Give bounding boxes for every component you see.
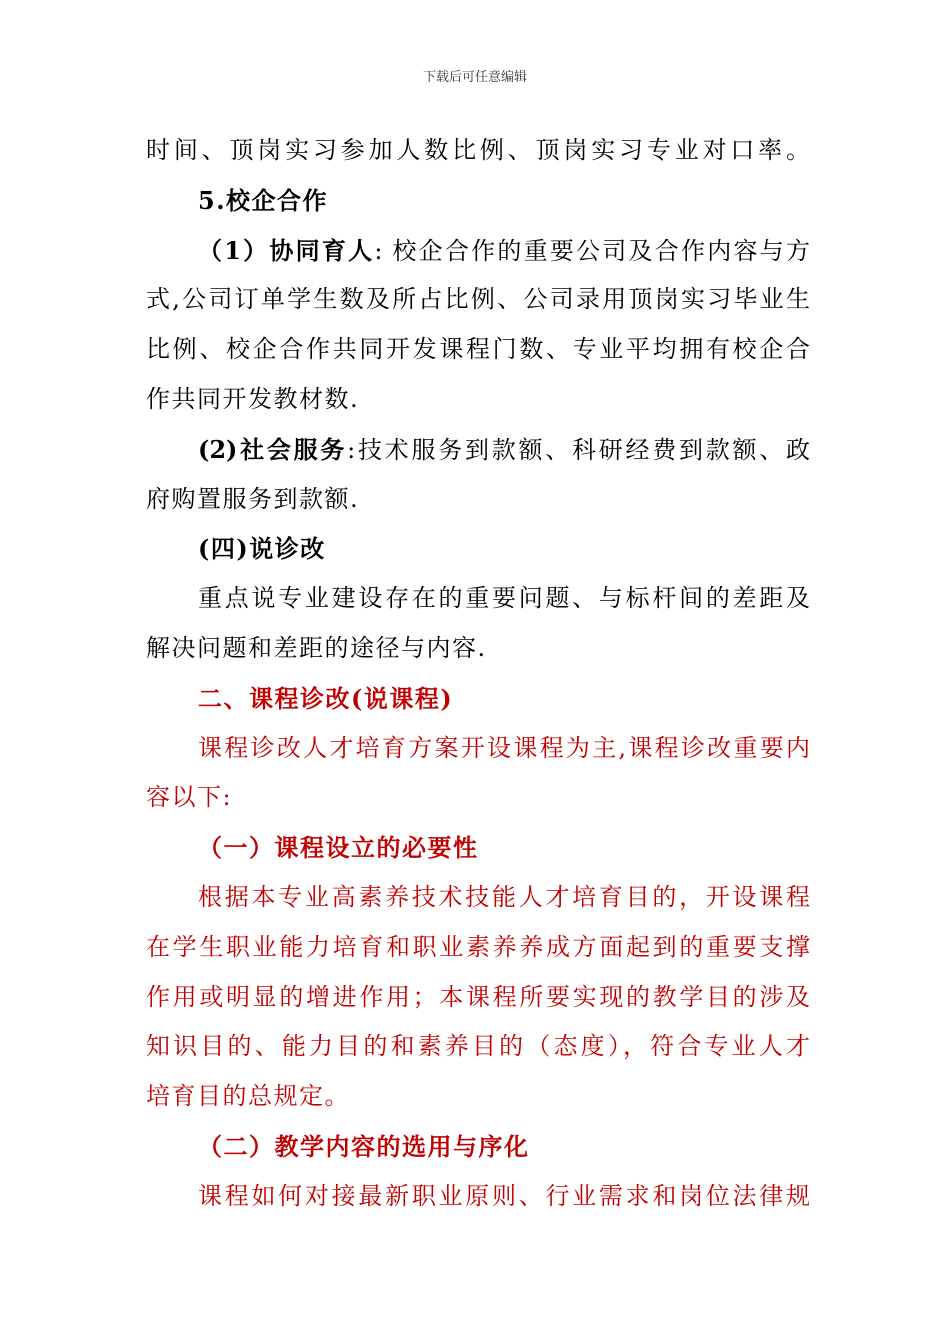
paragraph-line: 作用或明显的增进作用；本课程所要实现的教学目的涉及 <box>146 982 810 1011</box>
paragraph-line: 解决问题和差距的途径与内容. <box>146 633 487 662</box>
page-header-note: 下载后可任意编辑 <box>422 70 527 85</box>
paragraph-line <box>146 425 810 475</box>
paragraph-line: 课程如何对接最新职业原则、行业需求和岗位法律规 <box>198 1181 810 1210</box>
paragraph-line: 时间、顶岗实习参加人数比例、顶岗实习专业对口率。 <box>146 136 810 164</box>
paragraph-text: :技术服务到款额、科研经费到款额、政 <box>347 435 810 464</box>
paragraph-line: 培育目的总规定。 <box>146 1082 350 1111</box>
paragraph-line: 在学生职业能力培育和职业素养养成方面起到的重要支撑 <box>146 932 810 961</box>
paragraph-line: 课程诊改人才培育方案开设课程为主,课程诊改重要内 <box>198 733 810 762</box>
subheading-inline: （1）协同育人 <box>198 235 375 265</box>
paragraph-text: : 校企合作的重要公司及合作内容与方 <box>374 236 810 265</box>
section-heading: (四)说诊改 <box>198 534 326 564</box>
paragraph-line: 知识目的、能力目的和素养目的（态度），符合专业人才 <box>146 1032 810 1061</box>
document-body <box>146 126 810 1222</box>
paragraph-line: 比例、校企合作共同开发课程门数、专业平均拥有校企合 <box>146 335 810 364</box>
paragraph-line: 容以下: <box>146 783 233 812</box>
paragraph-line: 根据本专业高素养技术技能人才培育目的，开设课程 <box>198 882 810 911</box>
subheading-inline: (2)社会服务 <box>198 434 348 464</box>
section-heading: 5.校企合作 <box>198 185 329 215</box>
section-heading: （二）教学内容的选用与序化 <box>198 1131 530 1161</box>
paragraph-line <box>146 226 810 276</box>
section-heading: （一）课程设立的必要性 <box>198 833 479 863</box>
paragraph-line: 作共同开发教材数. <box>146 384 360 413</box>
paragraph-line: 式,公司订单学生数及所占比例、公司录用顶岗实习毕业生 <box>146 285 810 314</box>
paragraph-line: 重点说专业建设存在的重要问题、与标杆间的差距及 <box>198 584 810 613</box>
chapter-heading: 二、课程诊改(说课程) <box>198 683 454 713</box>
paragraph-line: 府购置服务到款额. <box>146 484 360 513</box>
